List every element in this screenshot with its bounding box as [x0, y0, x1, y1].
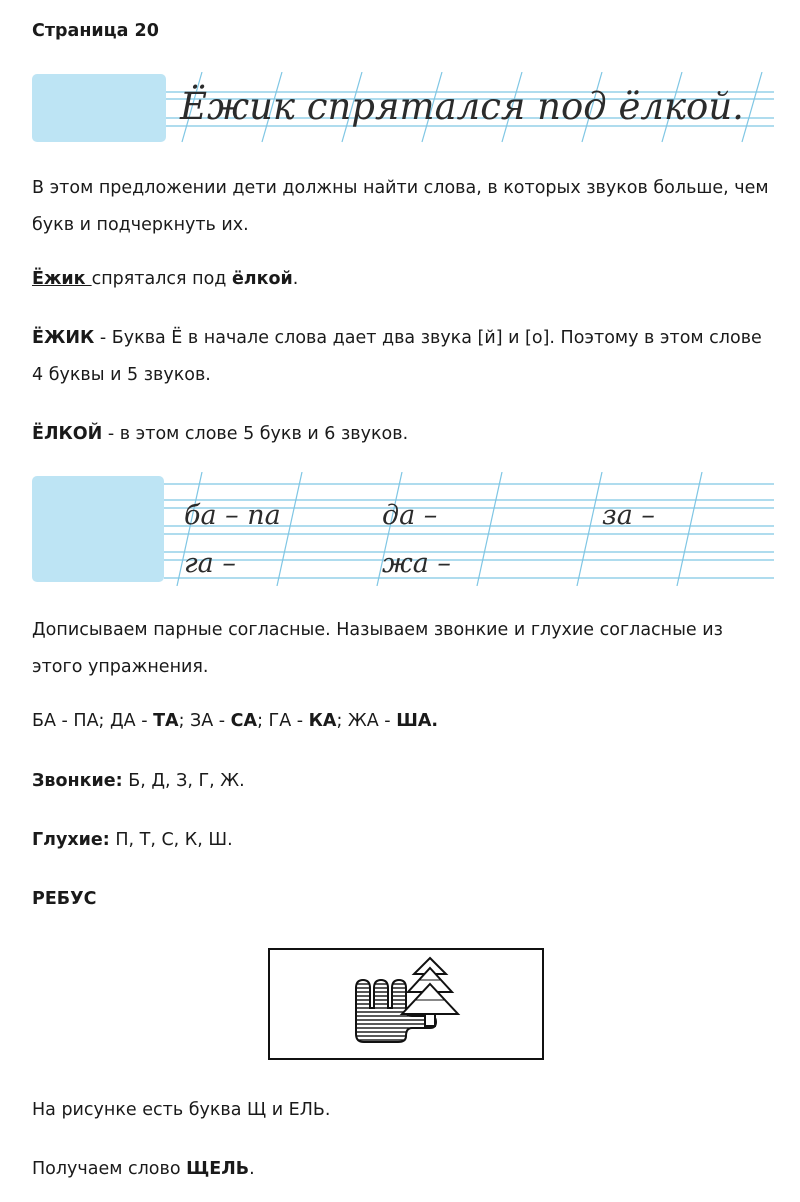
ezhik-text: - Буква Ё в начале слова дает два звука [й] и [о]. Поэтому в этом слове 4 буквы и 5 звуков.: [32, 328, 762, 385]
sentence-end: .: [292, 269, 299, 289]
underlined-sentence: [32, 261, 772, 298]
word-elkoy: ёлкой: [231, 269, 293, 289]
blue-box: [32, 476, 164, 582]
pair-ba-pa: ба – па: [184, 500, 281, 531]
voiceless-line: [32, 822, 772, 859]
task1-intro: В этом предложении дети должны найти слова, в которых звуков больше, чем букв и подчеркнуть их.: [32, 178, 769, 235]
pair-ka: КА: [308, 711, 337, 731]
rebus-title: РЕБУС: [32, 889, 97, 909]
sentence-middle: спрятался под: [91, 269, 232, 289]
handwriting-sentence: Ёжик спрятался под ёлкой.: [180, 85, 744, 128]
rebus-explanation: На рисунке есть буква Щ и ЕЛЬ.: [32, 1100, 331, 1120]
pairs-text: ; ГА -: [257, 711, 309, 731]
pairs-text: ; ЗА -: [178, 711, 231, 731]
voiced-line: [32, 763, 772, 800]
pair-sha: ША: [396, 711, 432, 731]
answer-prefix: Получаем слово: [32, 1159, 187, 1179]
elkoy-term: ЁЛКОЙ: [32, 424, 103, 444]
answer-word: ЩЕЛЬ: [186, 1159, 250, 1179]
pair-zha: жа –: [382, 548, 451, 579]
rebus-picture: [268, 948, 544, 1060]
voiceless-label: Глухие:: [32, 830, 110, 850]
pair-za: за –: [602, 500, 655, 531]
voiceless-list: П, Т, С, К, Ш.: [109, 830, 233, 850]
word-ezhik: Ёжик: [32, 269, 92, 289]
blue-box: [32, 74, 166, 142]
ezhik-explanation: [32, 320, 772, 394]
task2-intro: Дописываем парные согласные. Называем звонкие и глухие согласные из этого упражнения.: [32, 620, 723, 677]
pair-ta: ТА: [153, 711, 179, 731]
pairs-text: ; ЖА -: [336, 711, 397, 731]
rebus-answer: [32, 1151, 772, 1188]
ezhik-term: ЁЖИК: [32, 328, 95, 348]
pair-da: да –: [382, 500, 438, 531]
pair-sa: СА: [230, 711, 258, 731]
elkoy-explanation: [32, 416, 772, 453]
pair-ga: га –: [184, 548, 236, 579]
answer-suffix: .: [249, 1159, 255, 1179]
pairs-line: [32, 703, 772, 740]
pairs-text: БА - ПА; ДА -: [32, 711, 154, 731]
page-heading: Страница 20: [32, 21, 159, 41]
elkoy-text: - в этом слове 5 букв и 6 звуков.: [102, 424, 409, 444]
pairs-end: .: [431, 711, 439, 731]
handwriting-banner-1: [32, 72, 774, 144]
voiced-list: Б, Д, З, Г, Ж.: [122, 771, 245, 791]
handwriting-banner-2: [32, 472, 774, 586]
voiced-label: Звонкие:: [32, 771, 123, 791]
